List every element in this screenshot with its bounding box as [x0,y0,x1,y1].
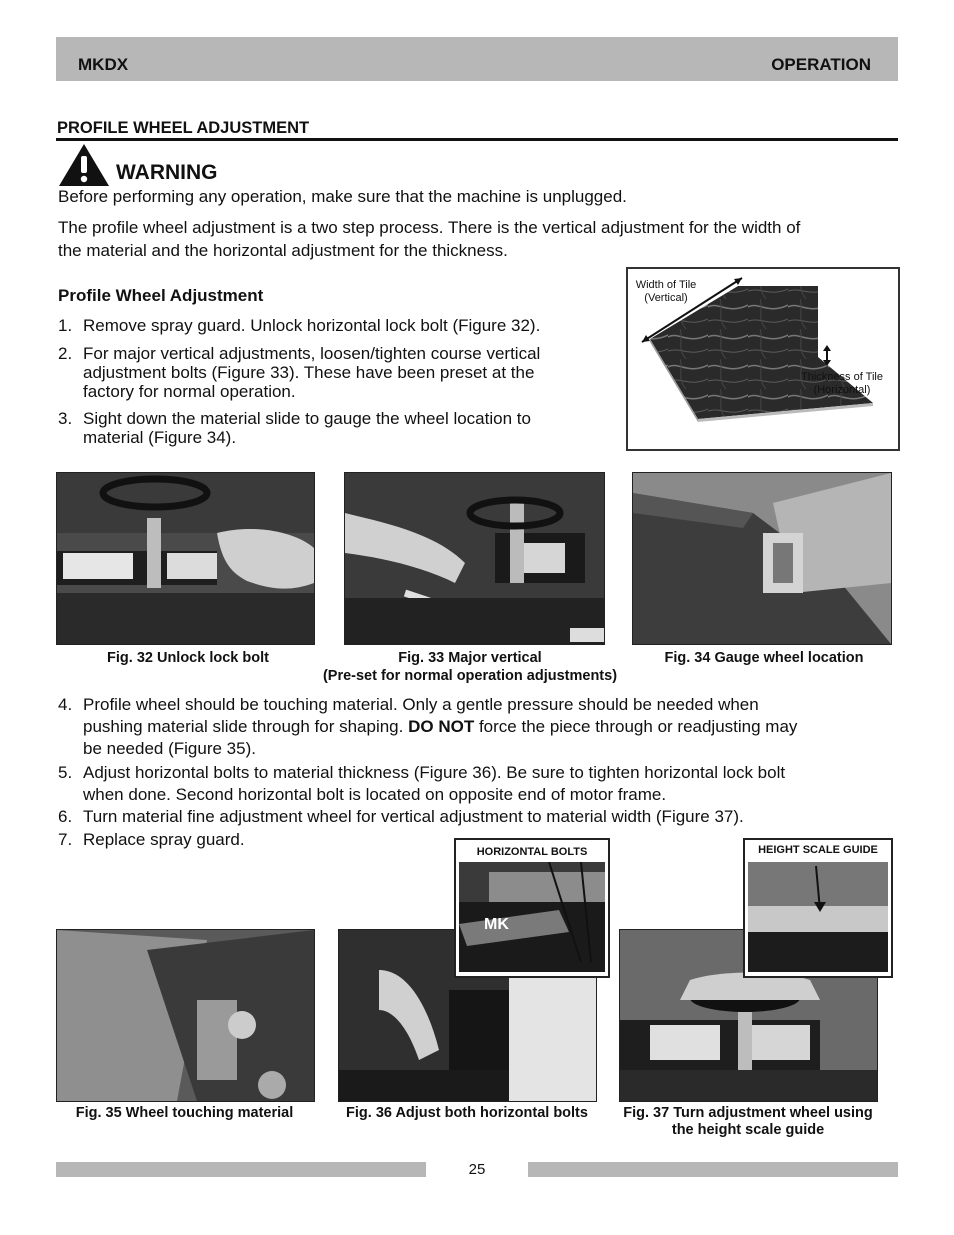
list-item [58,694,898,762]
list-item [58,409,618,449]
fig35-caption: Fig. 35 Wheel touching material [75,1105,294,1121]
list-item-number: 6. [58,807,73,826]
tile-width-label [630,279,702,305]
fig36-caption: Fig. 36 Adjust both horizontal bolts [346,1105,588,1121]
list-item [58,344,618,402]
fig37-caption-2: the height scale guide [671,1122,825,1138]
warning-title: WARNING [116,161,218,184]
intro-line-1: The profile wheel adjustment is a two step process. There is the vertical adjustment for the width of [58,218,801,237]
footer-bar-left [56,1162,426,1177]
tile-width-label-1: Width of Tile [635,279,697,291]
list-item-text: Turn material fine adjustment wheel for vertical adjustment to material width (Figure 37). [83,807,744,826]
height-scale-guide-inset [743,838,893,978]
list-item-text: adjustment bolts (Figure 33). These have been preset at the [83,363,535,382]
page-header [56,37,898,81]
tile-diagram [626,267,900,451]
list-item [58,762,898,806]
fig34-photo [632,472,892,645]
list-item-text: Adjust horizontal bolts to material thickness (Figure 36). Be sure to tighten horizontal lock bolt [83,763,786,782]
list-item-text: pushing material slide through for shaping. [83,717,404,736]
list-item-text-line [83,716,797,738]
list-item-number: 5. [58,763,73,782]
emphasis-text: DO NOT [408,717,475,736]
tile-thickness-label-1: Thickness of Tile [801,371,883,383]
page-number: 25 [468,1161,486,1178]
fig33-photo [344,472,605,645]
list-item-text: Replace spray guard. [83,830,245,849]
list-item [58,316,618,336]
fig35-photo [56,929,315,1102]
fig32-caption: Fig. 32 Unlock lock bolt [107,650,269,666]
intro-line-2: the material and the horizontal adjustment for the thickness. [58,241,508,260]
header-model: MKDX [78,55,129,74]
list-item-number: 2. [58,344,73,363]
height-scale-guide-label: HEIGHT SCALE GUIDE [758,844,878,856]
footer-bar-right [528,1162,898,1177]
list-item-text: force the piece through or readjusting may [478,717,798,736]
list-item-text: material (Figure 34). [83,428,237,447]
tile-thickness-label-2: (Horizontal) [813,384,871,396]
warning-text: Before performing any operation, make sure that the machine is unplugged. [58,187,627,206]
list-item-number: 3. [58,409,73,428]
list-item-text: factory for normal operation. [83,382,296,401]
subheading: Profile Wheel Adjustment [58,286,264,305]
list-item-text: Profile wheel should be touching material. Only a gentle pressure should be needed when [83,695,759,714]
fig34-caption: Fig. 34 Gauge wheel location [664,650,864,666]
horizontal-bolts-label: HORIZONTAL BOLTS [476,846,588,858]
tile-thickness-label [796,371,888,397]
list-item [58,829,438,851]
tile-width-label-2: (Vertical) [644,292,688,304]
list-item-text: be needed (Figure 35). [83,739,256,758]
list-item-text: Sight down the material slide to gauge the wheel location to [83,409,531,428]
list-item-number: 7. [58,830,73,849]
list-item-text: For major vertical adjustments, loosen/tighten course vertical [83,344,541,363]
fig33-caption-2: (Pre-set for normal operation adjustments) [322,668,618,684]
horizontal-bolts-inset [454,838,610,978]
fig33-caption-1: Fig. 33 Major vertical [398,650,542,666]
fig37-caption-1: Fig. 37 Turn adjustment wheel using [623,1105,873,1121]
mk-logo: MK [484,916,509,933]
section-title: PROFILE WHEEL ADJUSTMENT [57,119,310,137]
list-item [58,806,898,828]
header-section: OPERATION [771,55,871,74]
fig32-photo [56,472,315,645]
list-item-number: 4. [58,695,73,714]
list-item-text: when done. Second horizontal bolt is located on opposite end of motor frame. [83,785,667,804]
section-rule [56,138,898,141]
warning-icon [58,143,110,187]
list-item-number: 1. [58,316,73,335]
list-item-text: Remove spray guard. Unlock horizontal lock bolt (Figure 32). [83,316,541,335]
